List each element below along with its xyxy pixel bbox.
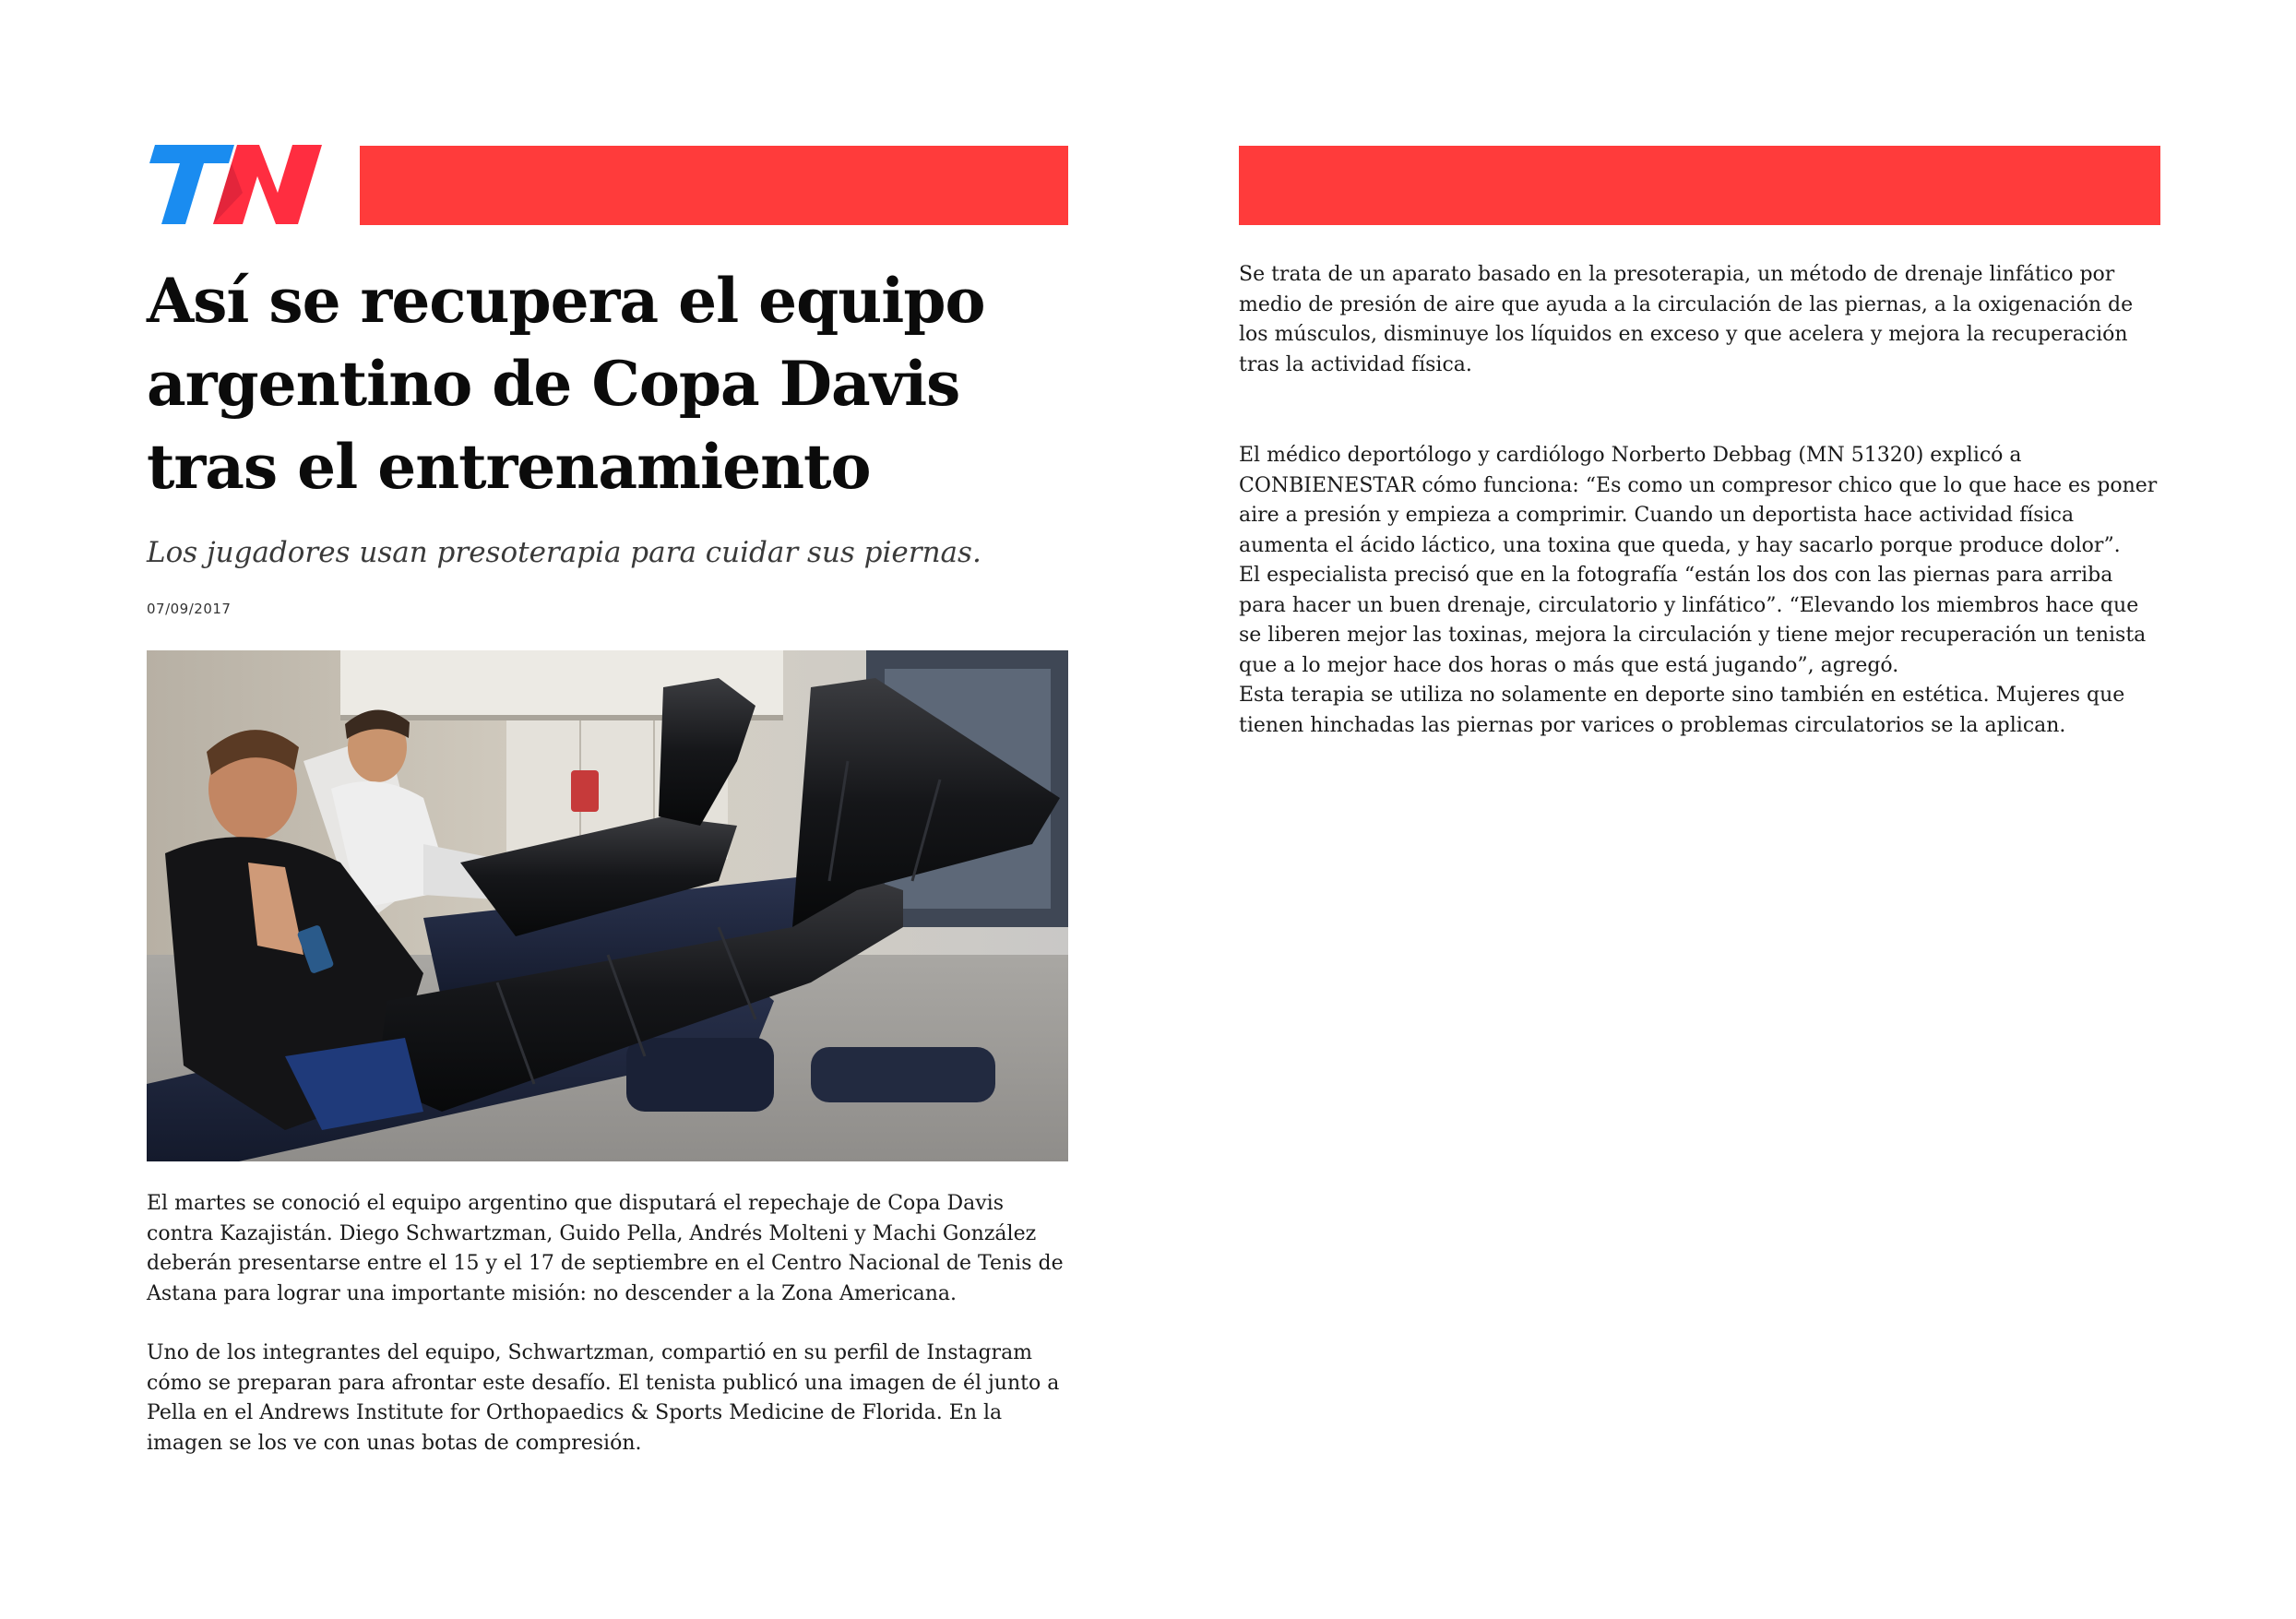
body-paragraph: El martes se conoció el equipo argentino que disputará el repechaje de Copa Davis contra Kazajistán. Diego Schwartzman, Guido Pella, Andrés Molteni y Machi González deberán presentarse entre el 15 y el 17 de septiembre en el Centro Nacional de Tenis de Astana para lograr una importante misión: no descender a la Zona Americana.: [147, 1192, 1064, 1305]
left-column: [147, 145, 1068, 1458]
right-column: [1239, 145, 2160, 741]
body-paragraph: Se trata de un aparato basado en la presoterapia, un método de drenaje linfático por medio de presión de aire que ayuda a la circulación de las piernas, a la oxigenación de los músculos, disminuye los líquidos en exceso y que acelera y mejora la recuperación tras la actividad física.: [1239, 263, 2134, 376]
tn-logo[interactable]: [147, 145, 322, 224]
left-body: [147, 1189, 1068, 1458]
right-body: [1239, 260, 2160, 741]
header-accent-bar: [360, 146, 1068, 225]
body-paragraph: Esta terapia se utiliza no solamente en deporte sino también en estética. Mujeres que tienen hinchadas las piernas por varices o problemas circulatorios se la aplican.: [1239, 684, 2125, 737]
header-row: [147, 145, 1068, 226]
article-headline: Así se recupera el equipo argentino de Copa Davis tras el entrenamiento: [147, 265, 985, 503]
article-subtitle: Los jugadores usan presoterapia para cuidar sus piernas.: [147, 536, 981, 569]
article-date: 07/09/2017: [147, 601, 232, 617]
article-photo[interactable]: [147, 650, 1068, 1161]
body-paragraph: El médico deportólogo y cardiólogo Norberto Debbag (MN 51320) explicó a CONBIENESTAR cómo funciona: “Es como un compresor chico que lo que hace es poner aire a presión y empieza a comprimir. Cuando un deportista hace actividad física aumenta el ácido láctico, una toxina que queda, y hay sacarlo porque produce dolor”.: [1239, 444, 2158, 557]
header-accent-bar: [1239, 146, 2160, 225]
body-paragraph: Uno de los integrantes del equipo, Schwartzman, compartió en su perfil de Instagram cómo se preparan para afrontar este desafío. El tenista publicó una imagen de él junto a Pella en el Andrews Institute for Orthopaedics & Sports Medicine de Florida. En la imagen se los ve con unas botas de compresión.: [147, 1341, 1060, 1455]
body-paragraph: El especialista precisó que en la fotografía “están los dos con las piernas para arriba para hacer un buen drenaje, circulatorio y linfático”. “Elevando los miembros hace que se liberen mejor las toxinas, mejora la circulación y tiene mejor recuperación un tenista que a lo mejor hace dos horas o más que está jugando”, agregó.: [1239, 564, 2147, 677]
